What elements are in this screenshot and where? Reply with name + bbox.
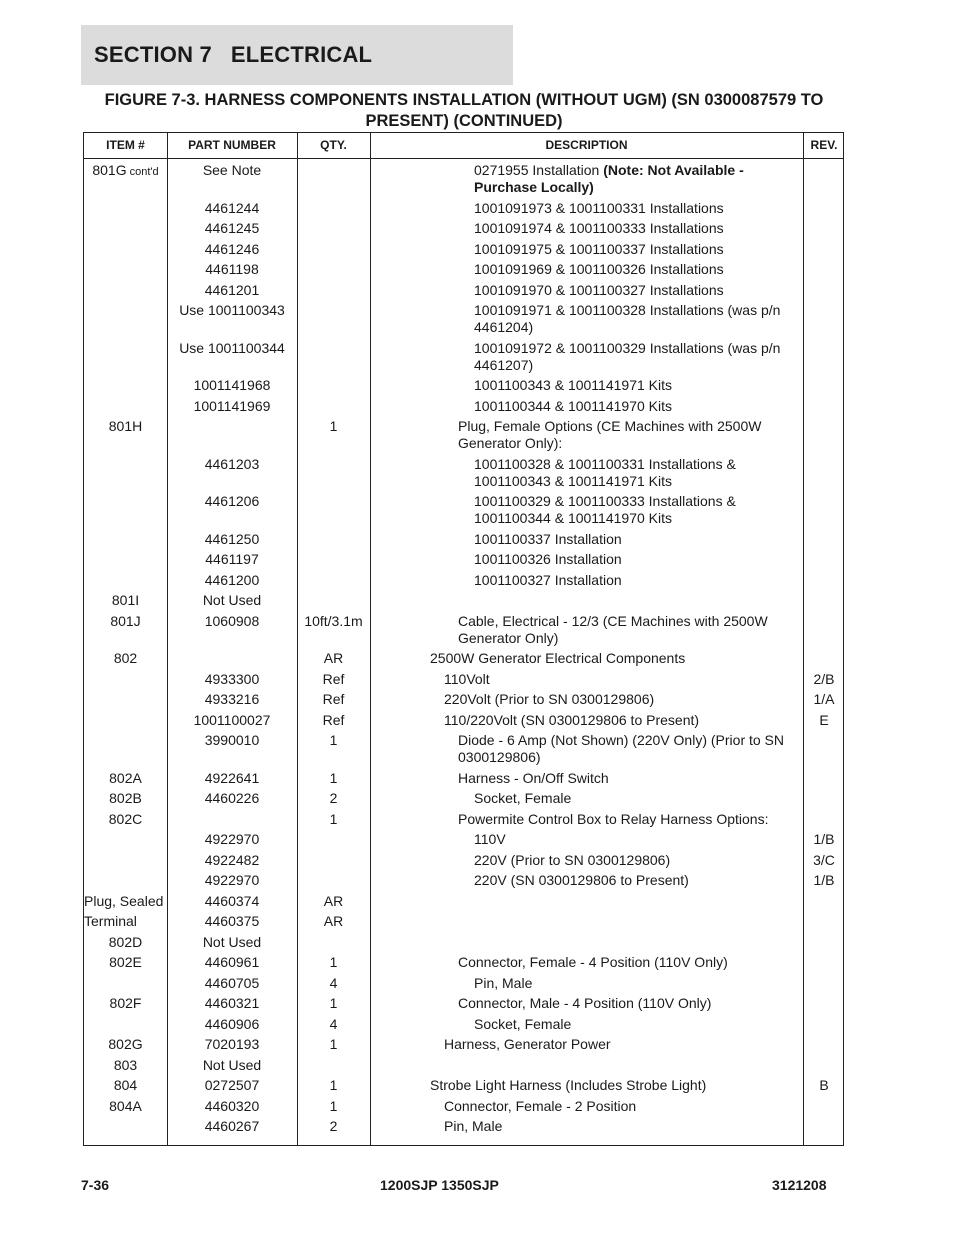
qty-cell: AR — [323, 913, 344, 929]
item-number: 802B — [109, 790, 142, 806]
description-cell — [458, 770, 796, 787]
description-cell — [458, 613, 796, 647]
column-divider — [297, 133, 298, 1145]
description-text: 1001100344 & 1001141970 Kits — [474, 397, 672, 414]
description-text: 1001091972 & 1001100329 Installations (was p/n 4461207) — [474, 339, 781, 373]
description-text: Connector, Female - 2 Position — [444, 1097, 637, 1114]
part-number-cell: 1001100027 — [193, 711, 271, 728]
description-text: Connector, Female - 4 Position (110V Only) — [458, 954, 728, 970]
rev-cell: E — [819, 711, 829, 728]
description-cell — [458, 995, 796, 1012]
header-description: DESCRIPTION — [545, 138, 628, 152]
description-text: 110V — [474, 831, 506, 847]
item-cell — [84, 790, 167, 807]
description-text: 110/220Volt (SN 0300129806 to Present) — [444, 711, 700, 728]
qty-cell: Ref — [322, 711, 345, 728]
footer-model: 1200SJP 1350SJP — [380, 1177, 499, 1193]
description-cell — [474, 1016, 796, 1033]
part-number-cell: Use 1001100344 — [179, 339, 285, 356]
description-cell — [458, 418, 796, 452]
description-cell — [474, 975, 796, 992]
description-cell — [474, 831, 796, 848]
description-text: 1001100343 & 1001141971 Kits — [474, 377, 672, 393]
part-number-cell: 4933216 — [204, 691, 260, 707]
header-rev: REV. — [810, 138, 838, 152]
description-text: Terminal — [84, 913, 137, 929]
qty-cell: 1 — [329, 418, 338, 434]
description-cell — [474, 551, 796, 568]
description-cell — [458, 732, 796, 766]
part-number-cell: 4460374 — [204, 892, 260, 909]
description-cell — [444, 671, 796, 688]
description-text: 1001100327 Installation — [474, 571, 622, 588]
description-cell — [474, 282, 796, 299]
part-number-cell: 4461246 — [204, 240, 260, 257]
description-note: (Note: Not Available - Purchase Locally) — [474, 162, 744, 195]
description-cell — [474, 790, 796, 807]
description-text: Pin, Male — [474, 974, 533, 991]
footer-doc-number: 3121208 — [772, 1177, 827, 1193]
description-cell — [474, 572, 796, 589]
qty-cell: 1 — [329, 810, 338, 827]
qty-cell: AR — [323, 650, 344, 666]
part-number-cell: See Note — [202, 162, 262, 178]
item-cell — [84, 1077, 167, 1094]
description-text: 1001091975 & 1001100337 Installations — [474, 240, 724, 257]
part-number-cell: 1001141969 — [193, 397, 271, 414]
rev-cell: B — [819, 1077, 829, 1093]
description-cell — [458, 811, 796, 828]
description-text: Harness - On/Off Switch — [458, 769, 609, 786]
item-number: 804 — [113, 1077, 138, 1093]
part-number-cell: 4461200 — [204, 571, 260, 588]
section-banner — [81, 25, 513, 85]
part-number-cell: 4461201 — [204, 281, 260, 298]
description-cell — [474, 220, 796, 237]
part-number-cell: 4461244 — [204, 199, 260, 216]
description-cell — [474, 200, 796, 217]
part-number-cell: 4933300 — [204, 670, 260, 687]
item-cell — [84, 650, 167, 667]
description-cell — [474, 852, 796, 869]
description-text: 220Volt (Prior to SN 0300129806) — [444, 691, 655, 707]
qty-cell: 4 — [329, 974, 338, 991]
figure-title: FIGURE 7-3. HARNESS COMPONENTS INSTALLATION (WITHOUT UGM) (SN 0300087579 TO PRESENT) (CONTINUED) — [104, 91, 824, 130]
item-number: 803 — [113, 1056, 138, 1073]
part-number-cell: 7020193 — [204, 1036, 260, 1052]
header-item: ITEM # — [106, 138, 145, 152]
description-cell — [474, 398, 796, 415]
header-divider — [84, 158, 843, 159]
qty-cell: 1 — [329, 1077, 338, 1093]
item-number: 802F — [109, 995, 142, 1011]
description-text: Strobe Light Harness (Includes Strobe Light) — [430, 1077, 707, 1093]
part-number-cell: 1001141968 — [193, 377, 271, 393]
part-number-cell: 4460321 — [204, 995, 260, 1011]
description-cell — [430, 650, 796, 667]
qty-cell: 1 — [329, 769, 338, 786]
part-number-cell: 4922970 — [204, 831, 260, 847]
part-number-cell: Not Used — [202, 592, 262, 608]
description-cell — [444, 1118, 796, 1135]
part-number-cell: 4460226 — [204, 790, 260, 806]
item-number: 801G — [92, 162, 127, 178]
description-text: Diode - 6 Amp (Not Shown) (220V Only) (Prior to SN 0300129806) — [458, 732, 785, 765]
item-cell — [84, 1036, 167, 1053]
qty-cell: 1 — [329, 995, 338, 1011]
item-cell — [84, 954, 167, 971]
part-number-cell: 3990010 — [204, 732, 260, 748]
description-cell — [430, 1077, 796, 1094]
description-cell — [84, 893, 163, 910]
item-number: 801H — [108, 418, 143, 434]
description-cell — [474, 241, 796, 258]
description-text: 1001091969 & 1001100326 Installations — [474, 261, 724, 277]
qty-cell: Ref — [322, 670, 345, 687]
item-number: 802E — [109, 954, 142, 970]
description-text: Plug, Female Options (CE Machines with 2500W Generator Only): — [458, 418, 762, 451]
description-text: Connector, Male - 4 Position (110V Only) — [458, 995, 712, 1011]
item-number: 802D — [108, 933, 143, 950]
description-cell — [474, 162, 796, 196]
rev-cell: 1/B — [813, 872, 835, 888]
header-qty: QTY. — [320, 138, 347, 152]
description-cell — [444, 1098, 796, 1115]
description-text: 220V (SN 0300129806 to Present) — [474, 872, 689, 888]
part-number-cell: 4922641 — [204, 769, 260, 786]
rev-cell: 1/A — [813, 691, 835, 707]
description-cell — [84, 913, 137, 930]
item-cell — [84, 1057, 167, 1074]
rev-cell: 1/B — [813, 831, 835, 847]
part-number-cell: 4922970 — [204, 872, 260, 888]
qty-cell: Ref — [322, 691, 345, 707]
header-part-number: PART NUMBER — [188, 138, 276, 152]
item-cell — [84, 1098, 167, 1115]
description-cell — [474, 302, 796, 336]
part-number-cell: Not Used — [202, 933, 262, 950]
description-text: Plug, Sealed — [84, 892, 164, 909]
item-number: 802 — [113, 650, 138, 666]
item-note: cont'd — [129, 166, 159, 178]
description-cell — [474, 261, 796, 278]
description-text: 1001091971 & 1001100328 Installations (was p/n 4461204) — [474, 302, 781, 335]
description-text: 110Volt — [444, 670, 490, 687]
part-number-cell: Use 1001100343 — [179, 302, 285, 318]
part-number-cell: 4460906 — [204, 1015, 260, 1032]
description-text: 220V (Prior to SN 0300129806) — [474, 851, 671, 868]
item-number: 802C — [108, 810, 143, 827]
qty-cell: 1 — [329, 732, 338, 748]
part-number-cell: 4460961 — [204, 954, 260, 970]
item-cell — [84, 592, 167, 609]
part-number-cell: 4461197 — [205, 551, 259, 567]
qty-cell: AR — [323, 892, 344, 909]
part-number-cell: 4460267 — [204, 1118, 260, 1134]
description-cell — [444, 691, 796, 708]
item-cell — [84, 613, 167, 630]
part-number-cell: 4460375 — [204, 913, 260, 929]
qty-cell: 4 — [329, 1015, 338, 1032]
description-cell — [444, 1036, 796, 1053]
section-title: SECTION 7 ELECTRICAL — [94, 42, 373, 67]
description-text: 1001100326 Installation — [474, 551, 622, 567]
part-number-cell: Not Used — [202, 1056, 262, 1073]
part-number-cell: 4460320 — [204, 1097, 260, 1114]
description-text: Cable, Electrical - 12/3 (CE Machines with 2500W Generator Only) — [458, 612, 768, 646]
column-divider — [370, 133, 371, 1145]
description-text: 1001091970 & 1001100327 Installations — [474, 281, 724, 298]
qty-cell: 2 — [329, 1118, 338, 1134]
description-text: 1001091973 & 1001100331 Installations — [474, 199, 724, 216]
description-cell — [474, 493, 796, 527]
part-number-cell: 4461206 — [204, 493, 260, 509]
footer-page-number: 7-36 — [81, 1177, 110, 1193]
rev-cell: 2/B — [813, 670, 835, 687]
description-cell — [474, 340, 796, 374]
description-cell — [458, 954, 796, 971]
part-number-cell: 0272507 — [204, 1077, 260, 1093]
description-text: 1001100337 Installation — [474, 530, 622, 547]
description-text: Pin, Male — [444, 1118, 503, 1134]
part-number-cell: 4461203 — [204, 455, 260, 472]
item-number: 802G — [108, 1036, 143, 1052]
qty-cell: 1 — [329, 1097, 338, 1114]
item-cell — [84, 934, 167, 951]
item-cell — [84, 811, 167, 828]
item-number: 802A — [109, 769, 142, 786]
description-cell — [474, 377, 796, 394]
qty-cell: 1 — [329, 954, 338, 970]
item-cell — [84, 995, 167, 1012]
part-number-cell: 1060908 — [204, 612, 260, 629]
description-text: Socket, Female — [474, 1015, 572, 1032]
item-cell — [84, 770, 167, 787]
description-text: 2500W Generator Electrical Components — [430, 650, 686, 666]
part-number-cell: 4461198 — [205, 261, 259, 277]
item-cell — [84, 162, 167, 181]
description-text: 0271955 Installation — [474, 162, 604, 178]
part-number-cell: 4460705 — [204, 974, 260, 991]
description-text: 1001091974 & 1001100333 Installations — [474, 220, 724, 236]
item-number: 801J — [110, 612, 141, 629]
qty-cell: 10ft/3.1m — [304, 612, 363, 629]
parts-table — [83, 132, 844, 1146]
description-text: Powermite Control Box to Relay Harness Options: — [458, 810, 769, 827]
description-cell — [474, 872, 796, 889]
description-cell — [474, 456, 796, 490]
item-cell — [84, 418, 167, 435]
rev-cell: 3/C — [813, 851, 835, 868]
column-divider — [803, 133, 804, 1145]
description-text: Harness, Generator Power — [444, 1036, 611, 1052]
item-number: 801I — [111, 592, 140, 608]
part-number-cell: 4461250 — [204, 530, 260, 547]
item-number: 804A — [109, 1097, 142, 1114]
description-text: Socket, Female — [474, 790, 572, 806]
description-text: 1001100328 & 1001100331 Installations & 1001100343 & 1001141971 Kits — [474, 455, 736, 489]
qty-cell: 2 — [329, 790, 338, 806]
description-text: 1001100329 & 1001100333 Installations & 1001100344 & 1001141970 Kits — [474, 493, 736, 526]
part-number-cell: 4461245 — [204, 220, 260, 236]
part-number-cell: 4922482 — [204, 851, 260, 868]
description-cell — [444, 712, 796, 729]
description-cell — [474, 531, 796, 548]
qty-cell: 1 — [329, 1036, 338, 1052]
